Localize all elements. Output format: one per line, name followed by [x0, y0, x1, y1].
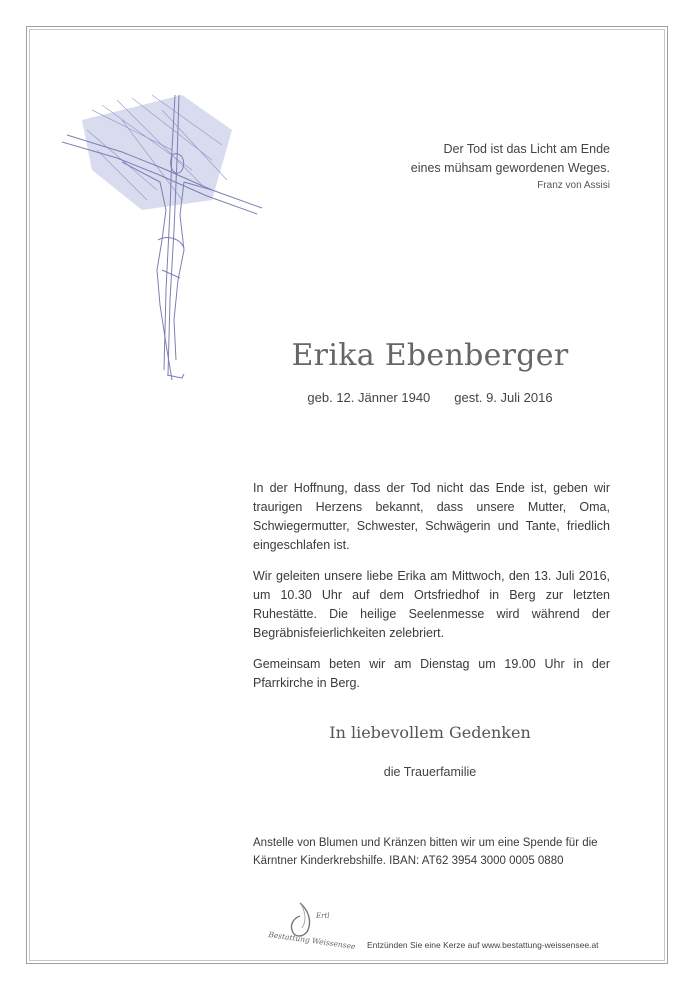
- birth-date: geb. 12. Jänner 1940: [307, 390, 431, 405]
- paragraph: Gemeinsam beten wir am Dienstag um 19.00 Uhr in der Pfarrkirche in Berg.: [253, 657, 610, 690]
- candle-link[interactable]: Entzünden Sie eine Kerze auf www.bestattung-weissensee.at: [367, 940, 599, 950]
- memorial-heading: In liebevollem Gedenken: [329, 723, 531, 742]
- quote-author: Franz von Assisi: [537, 180, 610, 191]
- funeral-home-logo: [268, 898, 358, 958]
- donation-note: [253, 834, 610, 870]
- quote-line: eines mühsam gewordenen Weges.: [410, 161, 610, 175]
- crucifix-sketch-icon: [62, 90, 272, 400]
- logo-brand-text: Bestattung Weissensee: [267, 929, 356, 952]
- quote-block: [411, 140, 610, 191]
- donation-line: Anstelle von Blumen und Kränzen bitten wir um eine Spende für die: [253, 837, 598, 849]
- paragraph: In der Hoffnung, dass der Tod nicht das Ende ist, geben wir traurigen Herzens bekannt, dass unsere Mutter, Oma, Schwiegermutter, Schwester, Schwägerin und Tante, friedlich eingeschlafen ist.: [253, 481, 610, 552]
- quote-line: Der Tod ist das Licht am Ende: [443, 142, 610, 156]
- announcement-text: [253, 479, 610, 705]
- donation-line: Kärntner Kinderkrebshilfe. IBAN: AT62 3954 3000 0005 0880: [253, 855, 564, 867]
- deceased-name: Erika Ebenberger: [291, 338, 569, 373]
- death-date: gest. 9. Juli 2016: [454, 390, 553, 405]
- logo-owner-text: Ertl: [316, 912, 330, 920]
- paragraph: Wir geleiten unsere liebe Erika am Mittwoch, den 13. Juli 2016, um 10.30 Uhr auf dem Ortsfriedhof in Berg zur letzten Ruhestätte. Die heilige Seelenmesse wird während der Begräbnisfeierlichkeiten zelebriert.: [253, 569, 610, 640]
- family-signature: die Trauerfamilie: [383, 765, 477, 779]
- life-dates: [250, 390, 610, 405]
